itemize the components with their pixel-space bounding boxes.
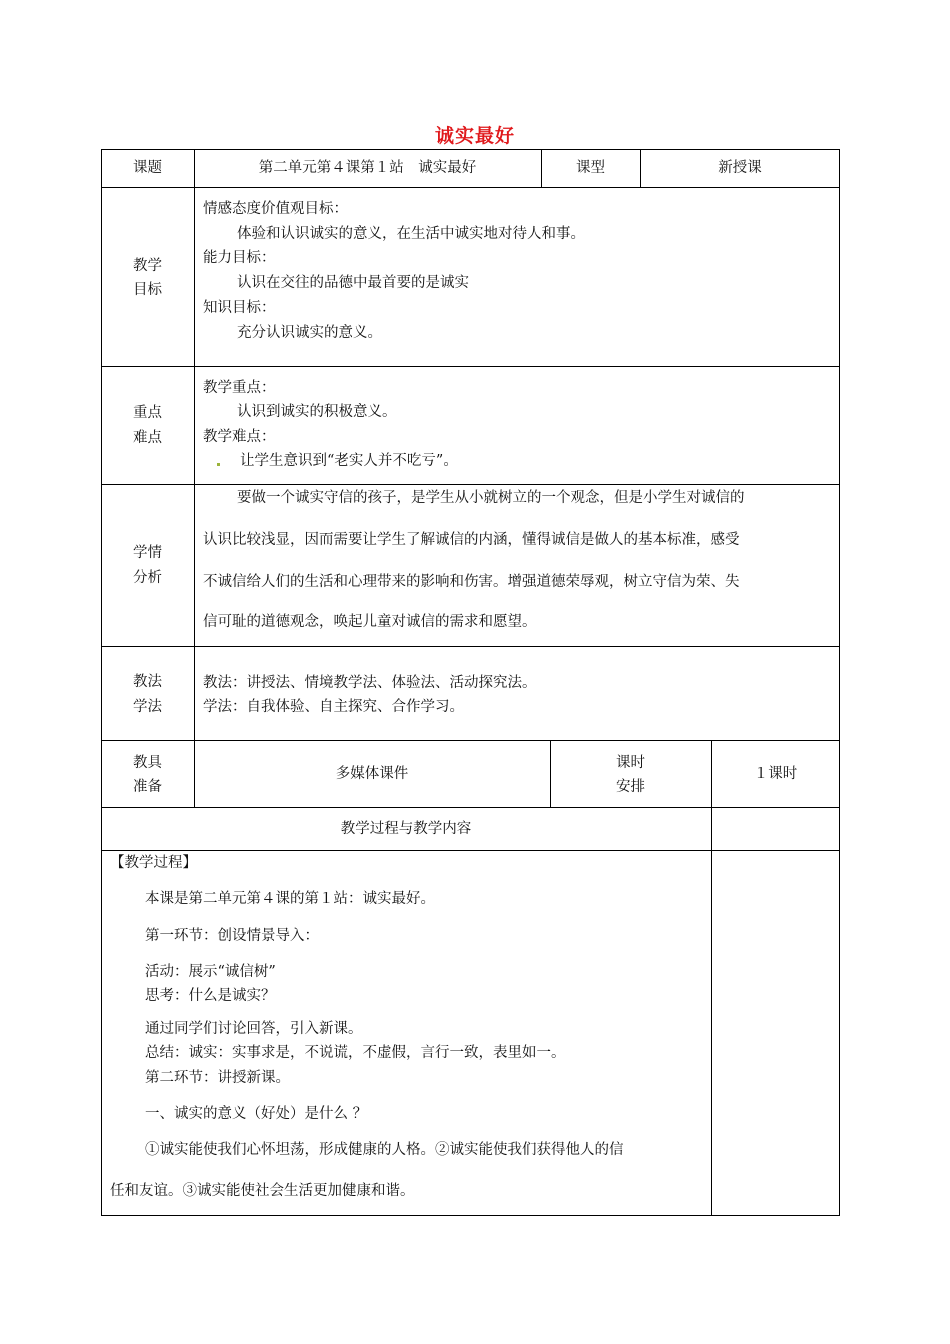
process-line: 【教学过程】 xyxy=(110,855,197,871)
objectives-line: 充分认识诚实的意义。 xyxy=(237,325,382,341)
tools-label: 教具 xyxy=(133,755,162,771)
keypoints-label: 重点 xyxy=(133,405,162,421)
bullet-mark xyxy=(217,463,220,466)
keypoints-line: 教学重点： xyxy=(203,380,276,396)
hours-value: １课时 xyxy=(753,766,798,782)
process-line: 第一环节：创设情景导入： xyxy=(145,928,319,944)
topic-value: 第二单元第４课第１站 诚实最好 xyxy=(258,160,477,176)
tools-label: 准备 xyxy=(133,779,162,795)
keypoints-label: 难点 xyxy=(133,430,162,446)
methods-line: 教法：讲授法、情境教学法、体验法、活动探究法。 xyxy=(203,675,537,691)
col-divider xyxy=(194,187,195,740)
objectives-line: 知识目标： xyxy=(203,300,276,316)
objectives-label: 目标 xyxy=(133,282,162,298)
keypoints-line: 教学难点： xyxy=(203,429,276,445)
process-line: 任和友谊。③诚实能使社会生活更加健康和谐。 xyxy=(110,1183,415,1199)
hours-label: 课时 xyxy=(616,755,645,771)
tools-value: 多媒体课件 xyxy=(335,766,409,782)
analysis-label: 学情 xyxy=(133,545,162,561)
analysis-label: 分析 xyxy=(133,570,162,586)
process-line: 通过同学们讨论回答，引入新课。 xyxy=(145,1021,363,1037)
type-label: 课型 xyxy=(576,160,605,176)
keypoints-line: 认识到诚实的积极意义。 xyxy=(237,404,397,420)
keypoints-line: 让学生意识到“老实人并不吃亏”。 xyxy=(240,453,458,469)
row-divider xyxy=(101,646,840,647)
objectives-line: 认识在交往的品德中最首要的是诚实 xyxy=(237,275,469,291)
process-line: 活动：展示“诚信树” xyxy=(145,964,276,980)
objectives-label: 教学 xyxy=(133,258,162,274)
type-value: 新授课 xyxy=(718,160,762,176)
row-divider xyxy=(101,740,840,741)
methods-label: 学法 xyxy=(133,699,162,715)
methods-label: 教法 xyxy=(133,674,162,690)
analysis-line: 认识比较浅显，因而需要让学生了解诚信的内涵，懂得诚信是做人的基本标准，感受 xyxy=(203,532,740,548)
process-line: 本课是第二单元第４课的第１站：诚实最好。 xyxy=(145,891,435,907)
methods-line: 学法：自我体验、自主探究、合作学习。 xyxy=(203,699,464,715)
process-line: ①诚实能使我们心怀坦荡，形成健康的人格。②诚实能使我们获得他人的信 xyxy=(145,1142,624,1158)
row-divider xyxy=(101,850,840,851)
objectives-line: 体验和认识诚实的意义，在生活中诚实地对待人和事。 xyxy=(237,226,585,242)
process-line: 总结：诚实：实事求是，不说谎，不虚假，言行一致，表里如一。 xyxy=(145,1045,566,1061)
process-line: 一、诚实的意义（好处）是什么 ？ xyxy=(145,1106,368,1122)
objectives-line: 情感态度价值观目标： xyxy=(203,201,348,217)
process-header: 教学过程与教学内容 xyxy=(340,821,472,837)
document-title: 诚实最好 xyxy=(434,125,515,147)
row-divider xyxy=(101,187,840,188)
col-divider xyxy=(711,807,712,1216)
hours-label: 安排 xyxy=(616,779,645,795)
row-divider xyxy=(101,484,840,485)
analysis-line: 不诚信给人们的生活和心理带来的影响和伤害。增强道德荣辱观，树立守信为荣、失 xyxy=(203,574,740,590)
row-divider xyxy=(101,807,840,808)
analysis-line: 信可耻的道德观念，唤起儿童对诚信的需求和愿望。 xyxy=(203,614,537,630)
topic-label: 课题 xyxy=(133,160,162,176)
analysis-line: 要做一个诚实守信的孩子，是学生从小就树立的一个观念，但是小学生对诚信的 xyxy=(237,490,745,506)
process-line: 第二环节：讲授新课。 xyxy=(145,1070,290,1086)
objectives-line: 能力目标： xyxy=(203,250,276,266)
row-divider xyxy=(101,366,840,367)
process-line: 思考：什么是诚实？ xyxy=(145,988,276,1004)
